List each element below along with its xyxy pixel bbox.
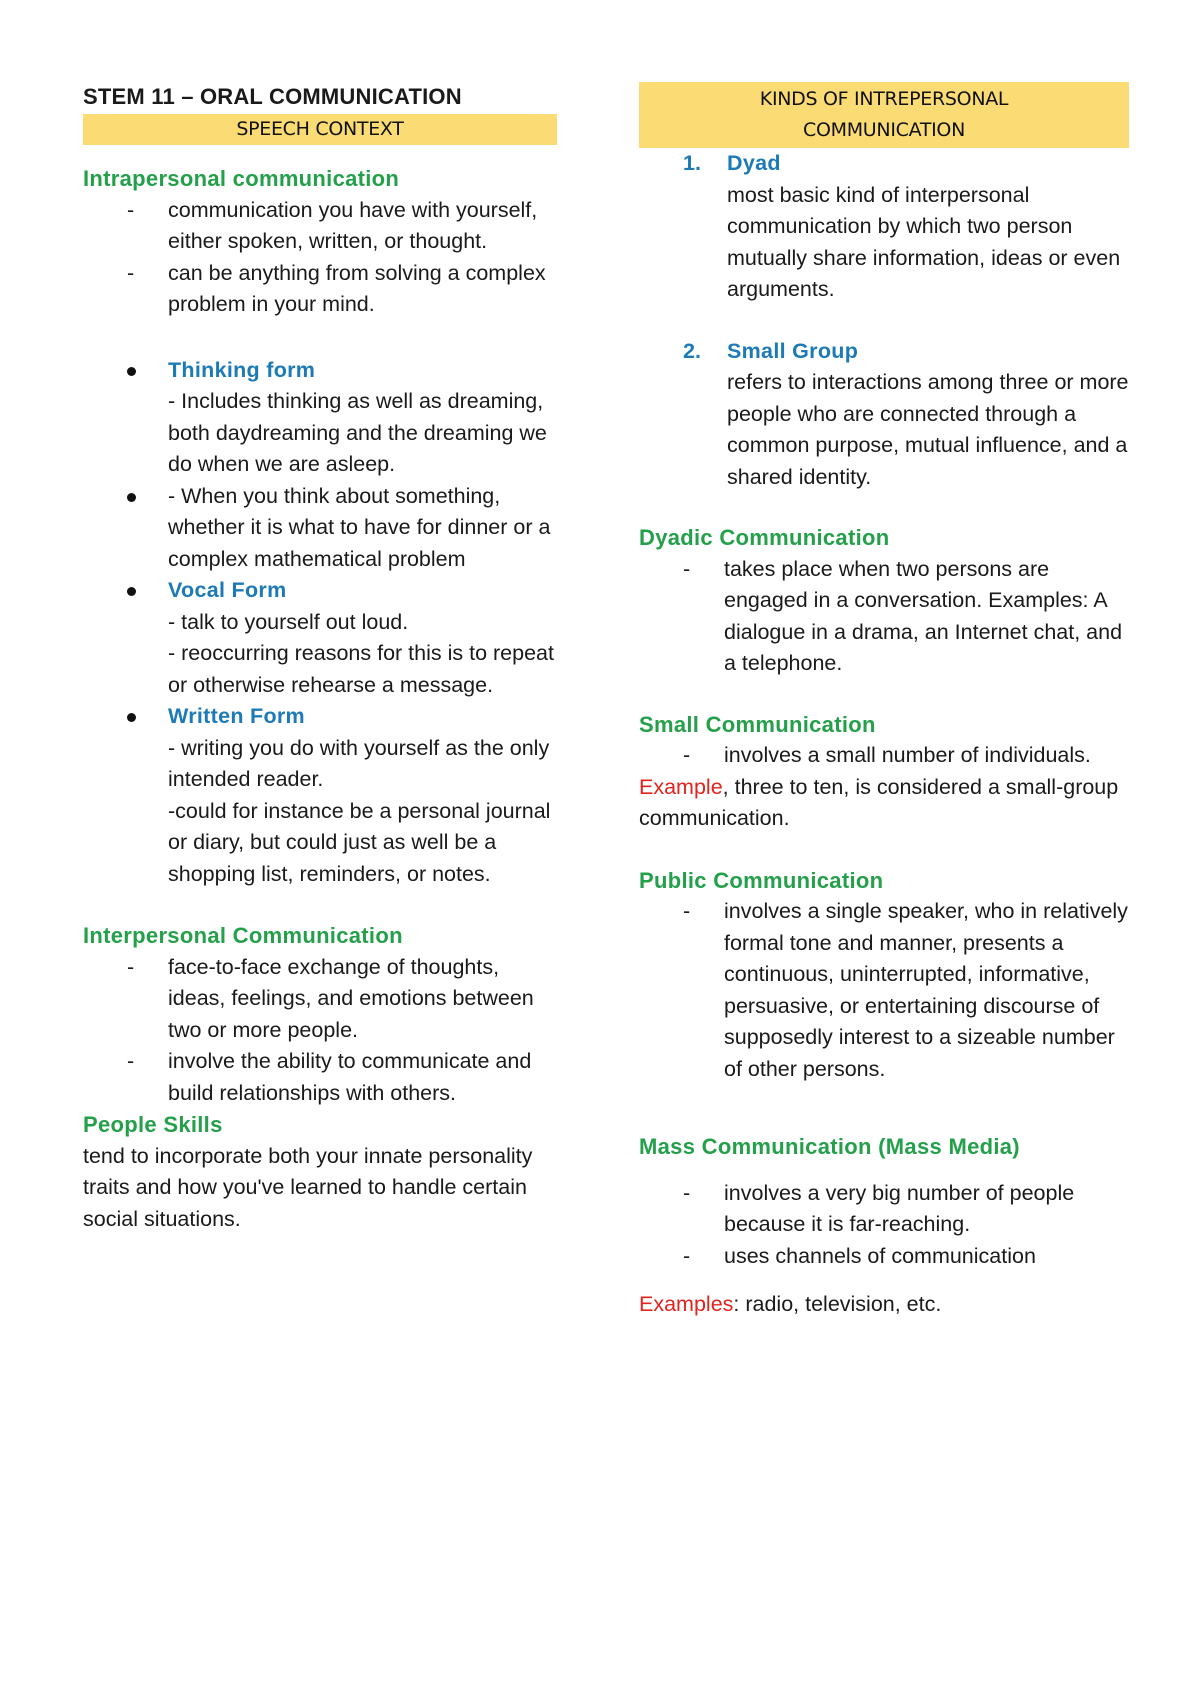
document-title: STEM 11 – ORAL COMMUNICATION xyxy=(83,84,462,109)
left-column xyxy=(83,82,558,1235)
list-item: - involve the ability to communicate and build relationships with others. xyxy=(83,1046,558,1109)
list-item-vocal-form xyxy=(83,575,558,701)
band-line-1: KINDS OF INTREPERSONAL xyxy=(759,88,1009,110)
public-communication-heading: Public Communication xyxy=(639,867,884,893)
dash-marker: - xyxy=(683,899,691,923)
list-number: 2. xyxy=(683,338,701,363)
list-item-thinking-form xyxy=(83,355,558,481)
list-item: - can be anything from solving a complex problem in your mind. xyxy=(83,258,558,321)
small-communication-section xyxy=(639,709,1134,835)
dyadic-heading: Dyadic Communication xyxy=(639,525,890,550)
section-band-kinds xyxy=(639,82,1129,148)
kinds-list xyxy=(639,148,1134,493)
list-item: - involves a very big number of people because it is far-reaching. xyxy=(639,1178,1134,1241)
dash-marker: - xyxy=(683,556,691,581)
thinking-form-label: Thinking form xyxy=(168,357,316,382)
list-number: 1. xyxy=(683,151,701,175)
interpersonal-section xyxy=(83,920,558,1235)
intrapersonal-heading: Intrapersonal communication xyxy=(83,166,400,191)
people-skills-text: tend to incorporate both your innate personality traits and how you've learned to handle certain social situations. xyxy=(83,1143,533,1231)
small-communication-example: Example, three to ten, is considered a small-group communication. xyxy=(639,774,1119,830)
interpersonal-heading: Interpersonal Communication xyxy=(83,923,403,948)
mass-communication-examples: Examples: radio, television, etc. xyxy=(639,1292,942,1316)
dash-marker: - xyxy=(683,1243,691,1268)
list-item-written-form xyxy=(83,701,558,890)
written-form-label: Written Form xyxy=(168,704,305,728)
bullet-icon xyxy=(127,713,136,722)
list-item: - involves a single speaker, who in relatively formal tone and manner, presents a continuous, uninterrupted, informative, persuasive, or entertaining discourse of supposedly interest to a sizeable number of other persons. xyxy=(639,896,1134,1085)
dash-marker: - xyxy=(127,260,135,285)
mass-communication-heading: Mass Communication (Mass Media) xyxy=(639,1134,1020,1159)
forms-list xyxy=(83,355,558,891)
public-communication-list xyxy=(639,896,1134,1085)
dash-marker: - xyxy=(683,1180,691,1205)
small-communication-heading: Small Communication xyxy=(639,711,876,737)
dyad-text: most basic kind of interpersonal communication by which two person mutually share information, ideas or even arguments. xyxy=(727,182,1121,301)
section-band-speech-context: SPEECH CONTEXT xyxy=(83,114,557,145)
list-item: - face-to-face exchange of thoughts, ideas, feelings, and emotions between two or more people. xyxy=(83,952,558,1047)
intrapersonal-list xyxy=(83,195,558,321)
list-item-dyad xyxy=(639,148,1134,306)
mass-communication-list xyxy=(639,1178,1134,1273)
list-item: - involves a small number of individuals. xyxy=(639,740,1134,772)
forms-section xyxy=(83,355,558,891)
bullet-icon xyxy=(127,587,136,596)
dash-marker: - xyxy=(127,954,135,979)
list-item: - takes place when two persons are engaged in a conversation. Examples: A dialogue in a drama, an Internet chat, and a telephone. xyxy=(639,554,1134,680)
vocal-form-text-1: - talk to yourself out loud. xyxy=(168,609,409,634)
mass-communication-section xyxy=(639,1131,1134,1321)
public-communication-section xyxy=(639,865,1134,1086)
list-item-small-group xyxy=(639,336,1134,494)
written-form-text-1: - writing you do with yourself as the only intended reader. xyxy=(168,735,550,791)
dash-marker: - xyxy=(127,197,135,222)
dyadic-list xyxy=(639,554,1134,680)
dash-marker: - xyxy=(127,1049,135,1073)
kinds-section xyxy=(639,148,1134,493)
people-skills-heading: People Skills xyxy=(83,1112,223,1137)
list-item-thinking-example xyxy=(83,481,558,576)
intrapersonal-section xyxy=(83,163,558,321)
thinking-form-text: - Includes thinking as well as dreaming, both daydreaming and the dreaming we do when we are asleep. xyxy=(168,389,547,476)
list-item: - uses channels of communication xyxy=(639,1241,1134,1273)
bullet-icon xyxy=(127,367,136,376)
band-line-2: COMMUNICATION xyxy=(803,119,965,141)
examples-label: Examples xyxy=(639,1292,734,1316)
example-label: Example xyxy=(639,774,723,799)
written-form-text-2: -could for instance be a personal journal or diary, but could just as well be a shopping list, reminders, or notes. xyxy=(168,798,551,886)
small-group-label: Small Group xyxy=(727,338,859,363)
vocal-form-label: Vocal Form xyxy=(168,578,287,602)
vocal-form-text-2: - reoccurring reasons for this is to repeat or otherwise rehearse a message. xyxy=(168,641,554,697)
interpersonal-list xyxy=(83,952,558,1110)
thinking-example-text: - When you think about something, whether it is what to have for dinner or a complex mathematical problem xyxy=(168,483,551,571)
right-column xyxy=(639,82,1134,1321)
bullet-icon xyxy=(127,493,136,502)
dyad-label: Dyad xyxy=(727,151,781,175)
dash-marker: - xyxy=(683,743,691,767)
dyadic-section xyxy=(639,522,1134,680)
list-item: - communication you have with yourself, either spoken, written, or thought. xyxy=(83,195,558,258)
small-communication-list xyxy=(639,740,1134,772)
small-group-text: refers to interactions among three or more people who are connected through a common purpose, mutual influence, and a shared identity. xyxy=(727,370,1129,489)
